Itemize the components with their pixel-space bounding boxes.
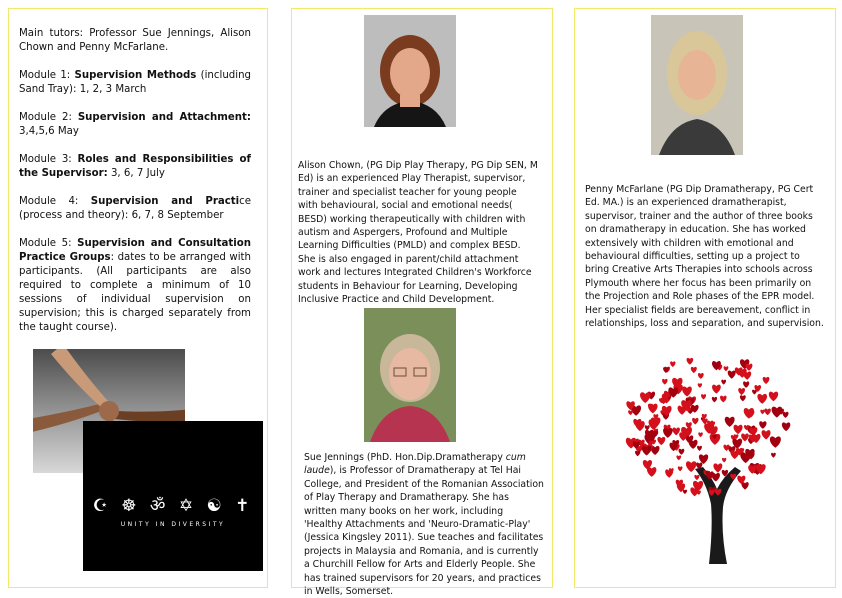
portrait-illustration <box>651 15 743 155</box>
heart-leaf <box>782 422 790 431</box>
heart-leaf <box>725 417 735 427</box>
module-2 <box>19 111 251 139</box>
heart-leaf <box>769 392 778 402</box>
heart-leaf <box>686 461 696 472</box>
face <box>678 50 716 100</box>
heart-leaf <box>698 373 704 379</box>
religious-symbols: ☪ ☸ ॐ ✡ ☯ ✝ <box>92 496 254 516</box>
hands-center <box>99 401 119 421</box>
heart-leaf <box>687 358 694 365</box>
arm-top <box>51 349 108 409</box>
heart-leaf <box>690 487 699 496</box>
module-1-title: Supervision Methods <box>74 70 197 81</box>
heart-leaf <box>720 396 727 403</box>
panel-alison-sue <box>291 8 553 598</box>
sue-bio-italic: cum laude <box>304 452 526 477</box>
heart-leaf <box>762 430 771 439</box>
heart-leaf <box>657 437 665 445</box>
sue-bio-part-1: Sue Jennings (PhD. Hon.Dip.Dramatherapy <box>304 452 506 463</box>
heart-leaf <box>676 455 681 460</box>
unity-in-diversity-image <box>83 421 263 571</box>
heart-leaf <box>678 466 683 471</box>
heart-leaf <box>712 473 720 482</box>
heart-leaf <box>682 386 692 396</box>
heart-leaf <box>743 381 749 387</box>
heart-leaf <box>744 408 754 419</box>
heart-leaf <box>730 450 739 459</box>
heart-leaf <box>764 408 770 415</box>
heart-leaf <box>692 418 698 425</box>
unity-caption: UNITY IN DIVERSITY <box>120 521 226 528</box>
tutors-text: Main tutors: Professor Sue Jennings, Alison Chown and Penny McFarlane. <box>19 28 251 53</box>
penny-bio: Penny McFarlane (PG Dip Dramatherapy, PG Cert Ed. MA.) is an experienced dramatherapist, supervisor, trainer and the author of three books on dramatherapy in education. She has worked extensively with children with emotional and behavioural difficulties, setting up a project to bring Creative Arts Therapies into schools across Plymouth where her focus has been primarily on the Projection and Role phases of the EPR model. Her specialist fields are bereavement, conflict in relationships, loss and separation, and supervision. <box>585 184 824 330</box>
heart-leaf <box>738 388 745 395</box>
penny-photo <box>651 15 743 155</box>
heart-leaf <box>665 469 673 477</box>
heart-leaf <box>678 449 684 455</box>
heart-leaf <box>697 446 702 451</box>
heart-leaf <box>712 397 717 402</box>
heart-leaf <box>723 445 729 451</box>
heart-tree-image <box>615 339 800 569</box>
portrait-illustration <box>364 308 456 442</box>
heart-leaf <box>759 421 766 429</box>
heart-leaf <box>740 395 746 401</box>
heart-leaf <box>698 432 703 437</box>
heart-leaf <box>670 361 675 367</box>
module-5 <box>19 237 251 335</box>
face <box>390 48 430 98</box>
heart-leaf <box>746 364 753 371</box>
heart-leaf <box>713 463 722 472</box>
heart-leaf <box>721 380 726 385</box>
heart-leaf <box>662 379 668 385</box>
heart-leaf <box>698 383 702 388</box>
panel-penny <box>574 8 836 588</box>
sue-bio-part-2: ), is Professor of Dramatherapy at Tel Hai College, and President of the Romanian Association of Play Therapy and Dramatherapy. She has written many books on her work, including 'Healthy Attachments and 'Neuro-Dramatic-Play' (Jessica Kingsley 2011). Sue teaches and facilitates projects in Malaysia and Romania, and is currently a Churchill Fellow for Arts and Elderly People. She has trained supervisors for 20 years, and practices in Wells, Somerset. <box>304 465 544 598</box>
heart-leaf <box>770 436 781 447</box>
modules-list <box>19 27 251 349</box>
heart-leaf <box>699 454 708 464</box>
alison-bio: Alison Chown, (PG Dip Play Therapy, PG Dip SEN, M Ed) is an experienced Play Therapist, supervisor, trainer and specialist teacher for young people with behavioural, social and emotional needs( BESD) working therapeutically with children with autism and Aspergers, Profound and Multiple Learning Difficulties (PMLD) and complex BESD. She is also engaged in parent/child attachment work and lectures Integrated Children's Workforce students in Behaviour for Learning, Developing Inclusive Practice and Child Development. <box>298 160 538 306</box>
heart-leaf <box>635 451 640 457</box>
heart-leaf <box>672 428 680 436</box>
module-5-prefix: Module 5: <box>19 238 78 249</box>
module-4-dates: ce (process and theory): 6, 7, 8 September <box>19 196 251 221</box>
heart-leaf <box>645 425 650 430</box>
heart-leaf <box>628 410 633 415</box>
module-2-dates: 3,4,5,6 May <box>19 126 79 137</box>
module-4 <box>19 195 251 223</box>
module-3-dates: 3, 6, 7 July <box>107 168 165 179</box>
heart-leaf <box>689 440 698 449</box>
heart-leaf <box>728 371 736 379</box>
module-1-prefix: Module 1: <box>19 70 75 81</box>
sue-bio <box>304 451 544 598</box>
heart-leaf <box>763 377 770 384</box>
module-4-prefix: Module 4: <box>19 196 91 207</box>
heart-leaf <box>701 394 706 399</box>
module-2-title: Supervision and Attachment: <box>77 112 251 123</box>
heart-leaf <box>734 425 743 434</box>
panel-modules <box>8 8 268 588</box>
module-3-title: Roles and Responsibilities of the Supervisor: <box>19 154 251 179</box>
module-1-dates: (including Sand Tray): 1, 2, 3 March <box>19 70 251 95</box>
heart-leaf <box>741 482 748 490</box>
heart-leaf <box>760 410 764 415</box>
module-3-prefix: Module 3: <box>19 154 78 165</box>
module-4-title: Supervision and Practi <box>90 196 240 207</box>
heart-leaf <box>741 433 749 441</box>
alison-photo <box>364 15 456 127</box>
heart-leaves <box>626 358 790 496</box>
heart-leaf <box>771 453 776 458</box>
module-2-prefix: Module 2: <box>19 112 78 123</box>
heart-leaf <box>691 367 697 373</box>
heart-leaf <box>757 394 767 404</box>
heart-leaf <box>722 458 726 463</box>
heart-leaf <box>694 475 699 480</box>
module-5-title: Supervision and Consultation Practice Groups <box>19 238 251 263</box>
sue-photo <box>364 308 456 442</box>
portrait-illustration <box>364 15 456 127</box>
heart-leaf <box>724 366 729 371</box>
face <box>389 348 431 400</box>
heart-leaf <box>683 490 687 494</box>
module-3 <box>19 153 251 181</box>
module-5-details: : dates to be arranged with participants. (All participants are also required to complete a minimum of 10 sessions of individual supervision on supervision; this is charged separately from the taught course). <box>19 252 251 333</box>
heart-leaf <box>712 385 721 394</box>
heart-leaf <box>783 412 789 418</box>
module-1 <box>19 69 251 97</box>
heart-leaf <box>640 392 650 403</box>
